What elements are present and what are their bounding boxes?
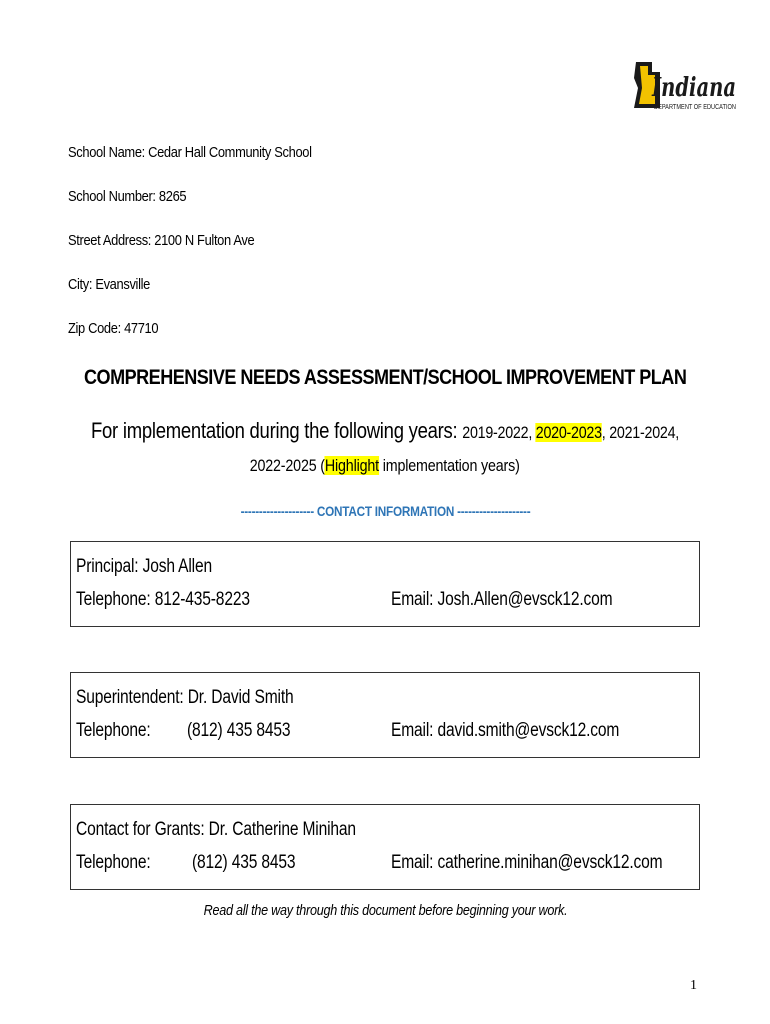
superintendent-telephone-label: Telephone: bbox=[76, 720, 151, 741]
superintendent-contact-box bbox=[70, 672, 700, 758]
principal-email: Email: Josh.Allen@evsck12.com bbox=[391, 589, 613, 610]
grants-telephone-label: Telephone: bbox=[76, 852, 151, 873]
indiana-doe-logo bbox=[630, 58, 740, 114]
implementation-years-line-2 bbox=[0, 456, 770, 476]
paren-open: ( bbox=[316, 456, 326, 475]
grants-email: Email: catherine.minihan@evsck12.com bbox=[391, 852, 663, 873]
principal-name: Principal: Josh Allen bbox=[76, 556, 212, 577]
zip-code: Zip Code: 47710 bbox=[68, 320, 159, 337]
contact-information-header-text: -------------------- CONTACT INFORMATION -------------------- bbox=[240, 503, 530, 519]
school-name: School Name: Cedar Hall Community School bbox=[68, 144, 312, 161]
year-option: 2019-2022 bbox=[462, 423, 529, 442]
document-title-text: COMPREHENSIVE NEEDS ASSESSMENT/SCHOOL IMPROVEMENT PLAN bbox=[83, 366, 687, 389]
grants-telephone-value: (812) 435 8453 bbox=[192, 852, 296, 873]
city: City: Evansville bbox=[68, 276, 150, 293]
street-address: Street Address: 2100 N Fulton Ave bbox=[68, 232, 255, 249]
year-option-highlighted: 2020-2023 bbox=[535, 423, 602, 442]
logo-subtitle: DEPARTMENT OF EDUCATION bbox=[654, 104, 736, 111]
instruction-note-text: Read all the way through this document before beginning your work. bbox=[203, 902, 567, 919]
separator: , bbox=[528, 423, 536, 442]
document-title bbox=[0, 366, 770, 390]
grants-contact-box bbox=[70, 804, 700, 890]
grants-contact-name: Contact for Grants: Dr. Catherine Minihan bbox=[76, 819, 356, 840]
principal-contact-box bbox=[70, 541, 700, 627]
separator: , bbox=[601, 423, 610, 442]
page-number: 1 bbox=[690, 978, 697, 993]
contact-information-header bbox=[0, 503, 770, 519]
school-number: School Number: 8265 bbox=[68, 188, 187, 205]
logo-wordmark: Indiana bbox=[651, 73, 736, 103]
implementation-years-line bbox=[0, 418, 770, 444]
instruction-note bbox=[0, 902, 770, 919]
superintendent-name: Superintendent: Dr. David Smith bbox=[76, 687, 294, 708]
superintendent-telephone-value: (812) 435 8453 bbox=[187, 720, 291, 741]
year-option: 2022-2025 bbox=[250, 456, 317, 475]
year-option: 2021-2024 bbox=[609, 423, 676, 442]
separator: , bbox=[675, 423, 679, 442]
implementation-lead: For implementation during the following years: bbox=[91, 418, 463, 443]
highlight-instruction-rest: implementation years) bbox=[379, 456, 520, 475]
principal-telephone: Telephone: 812-435-8223 bbox=[76, 589, 250, 610]
highlight-instruction-word: Highlight bbox=[325, 456, 380, 475]
superintendent-email: Email: david.smith@evsck12.com bbox=[391, 720, 620, 741]
